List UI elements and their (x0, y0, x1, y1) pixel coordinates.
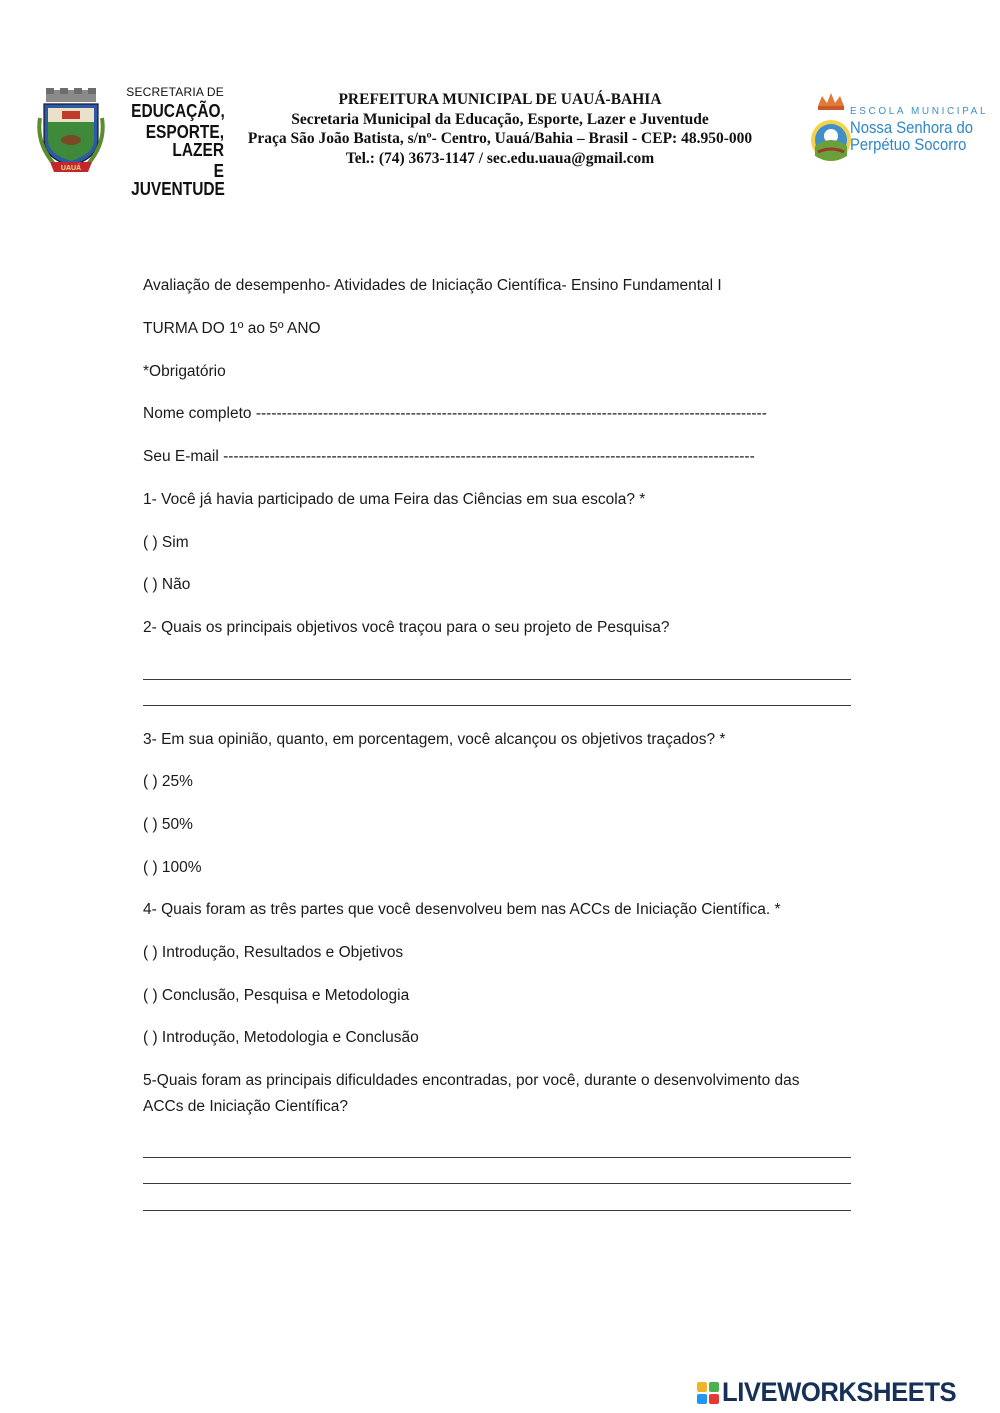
q1-option-nao[interactable]: ( ) Não (143, 576, 191, 593)
letterhead-text (226, 90, 774, 168)
secretaria-line-1: SECRETARIA DE (126, 85, 224, 99)
secretaria-name: Secretaria Municipal da Educação, Esporte, Lazer e Juventude (291, 110, 709, 128)
question-5: 5-Quais foram as principais dificuldades encontradas, por você, durante o desenvolvimento das ACCs de Iniciação Científica? (143, 1072, 800, 1115)
form-title: Avaliação de desempenho- Atividades de Iniciação Científica- Ensino Fundamental I (143, 277, 722, 294)
question-4: 4- Quais foram as três partes que você desenvolveu bem nas ACCs de Iniciação Científica. * (143, 901, 781, 918)
q5-answer-line-1[interactable] (143, 1157, 851, 1158)
secretaria-line-4: E JUVENTUDE (131, 161, 225, 199)
q4-option-2[interactable]: ( ) Conclusão, Pesquisa e Metodologia (143, 987, 410, 1004)
liveworksheets-logo-icon (697, 1382, 719, 1404)
q2-answer-line-1[interactable] (143, 679, 851, 680)
school-name-line-2: Perpétuo Socorro (850, 135, 967, 154)
question-1: 1- Você já havia participado de uma Feira das Ciências em sua escola? * (143, 491, 646, 508)
crest-banner-text: UAUÁ (60, 165, 82, 172)
required-note: *Obrigatório (143, 363, 226, 380)
q3-option-100[interactable]: ( ) 100% (143, 859, 202, 876)
logo-tile-e (709, 1394, 719, 1404)
name-field[interactable]: Nome completo --------------------------------------------------------------------------------------------------- (143, 405, 767, 422)
prefeitura-name: PREFEITURA MUNICIPAL DE UAUÁ-BAHIA (338, 91, 662, 108)
contact: Tel.: (74) 3673-1147 / sec.edu.uaua@gmail.com (345, 149, 655, 167)
q4-option-3[interactable]: ( ) Introdução, Metodologia e Conclusão (143, 1029, 419, 1046)
secretaria-line-2: EDUCAÇÃO, (131, 101, 225, 121)
question-2: 2- Quais os principais objetivos você traçou para o seu projeto de Pesquisa? (143, 619, 670, 636)
school-label: ESCOLA MUNICIPAL (850, 106, 989, 117)
q5-answer-line-3[interactable] (143, 1210, 851, 1211)
municipal-crest-logo (36, 88, 106, 178)
logo-tile-v (697, 1394, 707, 1404)
liveworksheets-brand (697, 1377, 969, 1408)
q2-answer-line-2[interactable] (143, 705, 851, 706)
liveworksheets-wordmark: LIVEWORKSHEETS (722, 1377, 957, 1407)
school-name-block (850, 107, 988, 153)
school-sun-logo (810, 90, 852, 170)
q4-option-1[interactable]: ( ) Introdução, Resultados e Objetivos (143, 944, 404, 961)
class-label: TURMA DO 1º ao 5º ANO (143, 320, 321, 337)
q3-option-50[interactable]: ( ) 50% (143, 816, 193, 833)
logo-tile-i (709, 1382, 719, 1392)
q5-answer-line-2[interactable] (143, 1183, 851, 1184)
secretaria-line-3: ESPORTE, LAZER (145, 122, 224, 160)
school-name-line-1: Nossa Senhora do (850, 119, 974, 137)
q1-option-sim[interactable]: ( ) Sim (143, 534, 189, 551)
address: Praça São João Batista, s/nº- Centro, Uauá/Bahia – Brasil - CEP: 48.950-000 (247, 130, 753, 147)
email-field[interactable]: Seu E-mail ------------------------------------------------------------------------------------------------------- (143, 448, 755, 465)
q3-option-25[interactable]: ( ) 25% (143, 773, 193, 790)
secretaria-title (116, 86, 224, 201)
question-3: 3- Em sua opinião, quanto, em porcentagem, você alcançou os objetivos traçados? * (143, 731, 726, 748)
logo-tile-l (697, 1382, 707, 1392)
